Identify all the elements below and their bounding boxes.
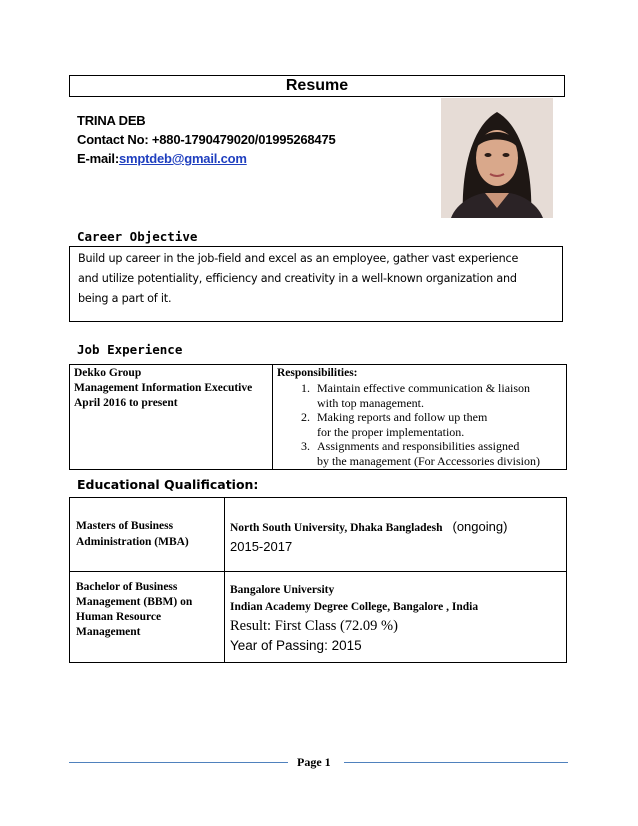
job-period: April 2016 to present xyxy=(74,397,178,409)
education-row-mba xyxy=(70,498,567,572)
responsibility-item: 1. Maintain effective communication & liaison with top management. xyxy=(313,381,562,410)
contact-number xyxy=(77,132,336,147)
footer-rule-left xyxy=(69,762,288,763)
study-years: 2015-2017 xyxy=(230,539,293,554)
responsibilities-list xyxy=(277,381,562,468)
candidate-name: TRINA DEB xyxy=(77,113,146,128)
college-name: Indian Academy Degree College, Bangalore , India xyxy=(230,601,479,613)
job-details-cell xyxy=(70,365,273,470)
institution-cell xyxy=(225,498,567,572)
email-row xyxy=(77,151,247,166)
responsibility-item: 2. Making reports and follow up them for the proper implementation. xyxy=(313,410,562,439)
result-text: Result: First Class (72.09 %) xyxy=(230,618,398,634)
objective-line: being a part of it. xyxy=(78,292,172,305)
responsibilities-label: Responsibilities: xyxy=(277,367,358,379)
job-experience-table xyxy=(69,364,567,470)
status-badge: (ongoing) xyxy=(452,519,508,534)
email-link[interactable]: smptdeb@gmail.com xyxy=(118,151,247,166)
resume-title: Resume xyxy=(69,75,565,97)
profile-photo xyxy=(441,98,553,218)
job-experience-heading: Job Experience xyxy=(77,342,183,357)
education-heading: Educational Qualification: xyxy=(77,477,259,492)
career-objective-box xyxy=(69,246,563,322)
company-name: Dekko Group xyxy=(74,367,142,379)
contact-value: +880-1790479020/01995268475 xyxy=(151,132,336,147)
responsibilities-cell xyxy=(273,365,567,470)
education-row-bbm xyxy=(70,572,567,663)
degree-cell: Masters of Business Administration (MBA) xyxy=(70,498,225,572)
career-objective-heading: Career Objective xyxy=(77,229,198,244)
page-number: Page 1 xyxy=(297,755,331,769)
responsibility-item: 3. Assignments and responsibilities assigned by the management (For Accessories division) xyxy=(313,439,562,468)
institution-name: North South University, Dhaka Bangladesh xyxy=(230,522,443,534)
contact-label: Contact No: xyxy=(77,132,152,147)
passing-year: Year of Passing: 2015 xyxy=(230,638,362,653)
degree-cell: Bachelor of Business Management (BBM) on Human Resource Management xyxy=(70,572,225,663)
university-name: Bangalore University xyxy=(230,584,335,596)
email-label: E-mail: xyxy=(77,151,119,166)
objective-line: and utilize potentiality, efficiency and creativity in a well-known organization and xyxy=(78,272,517,285)
institution-cell xyxy=(225,572,567,663)
education-table xyxy=(69,497,567,663)
footer-rule-right xyxy=(344,762,568,763)
objective-line: Build up career in the job-field and excel as an employee, gather vast experience xyxy=(78,252,519,265)
job-position: Management Information Executive xyxy=(74,382,253,394)
